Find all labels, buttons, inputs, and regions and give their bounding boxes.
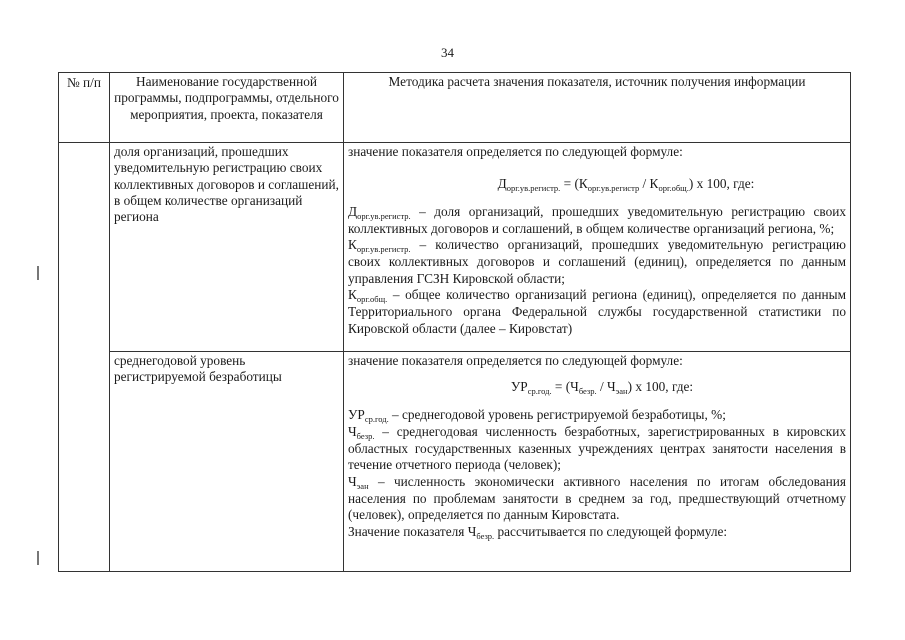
formula-intro: значение показателя определяется по следующей формуле: (348, 144, 683, 159)
table-row (59, 352, 851, 572)
margin-mark (37, 266, 39, 280)
definition: $Ч_{эан}$ – численность экономически активного населения по итогам обследования населения по проблемам занятости в среднем за год, предшествующий отчетному (человек), определяется по данным Кировстата. (348, 473, 846, 523)
definition: $Д_{орг.ув.регистр.}$ – доля организаций, прошедших уведомительную регистрацию своих коллективных договоров и соглашений, в общем количестве организаций региона, %; (348, 203, 846, 236)
formula: $Д_{орг.ув.регистр.} = (К_{орг.ув.регистр} / К_{орг.общ.})$ х 100, где: (497, 176, 755, 194)
number-cell (59, 143, 110, 572)
formula-intro: значение показателя определяется по следующей формуле: (348, 353, 683, 368)
indicator-name-cell: доля организаций, прошедших уведомительную регистрацию своих коллективных договоров и соглашений, в общем количестве организаций региона (110, 143, 344, 352)
page-number: 34 (441, 45, 454, 60)
margin-mark (37, 551, 39, 565)
header-name: Наименование государственной программы, подпрограммы, отдельного мероприятия, проекта, показателя (110, 73, 344, 143)
definition: $Ч_{безр.}$ – среднегодовая численность безработных, зарегистрированных в кировских областных государственных казенных учреждениях центрах занятости населения в течение отчетного периода (человек); (348, 423, 846, 473)
closing-line: Значение показателя $Ч_{безр.}$ рассчитывается по следующей формуле: (348, 523, 728, 541)
formula: $УР_{ср.год.} = (Ч_{безр.} / Ч_{эан})$ х 100, где: (510, 379, 694, 397)
definition: $УР_{ср.год.}$ – среднегодовой уровень регистрируемой безработицы, %; (348, 406, 726, 424)
table-row (59, 143, 851, 352)
definition: $К_{орг.общ.}$ – общее количество организаций региона (единиц), определяется по данным Территориального органа Федеральной службы государственной статистики по Кировской области (далее – Кировстат) (348, 287, 846, 336)
indicator-name-cell: среднегодовой уровень регистрируемой безработицы (110, 352, 344, 572)
method-cell (344, 143, 851, 352)
method-cell (344, 352, 851, 572)
header-number: № п/п (59, 73, 110, 143)
header-method: Методика расчета значения показателя, источник получения информации (344, 73, 851, 143)
table-header-row (59, 73, 851, 143)
definition: $К_{орг.ув.регистр.}$ – количество организаций, прошедших уведомительную регистрацию своих коллективных договоров и соглашений (единиц), определяется по данным управления ГСЗН Кировской области; (348, 237, 846, 286)
indicator-table (58, 72, 851, 572)
